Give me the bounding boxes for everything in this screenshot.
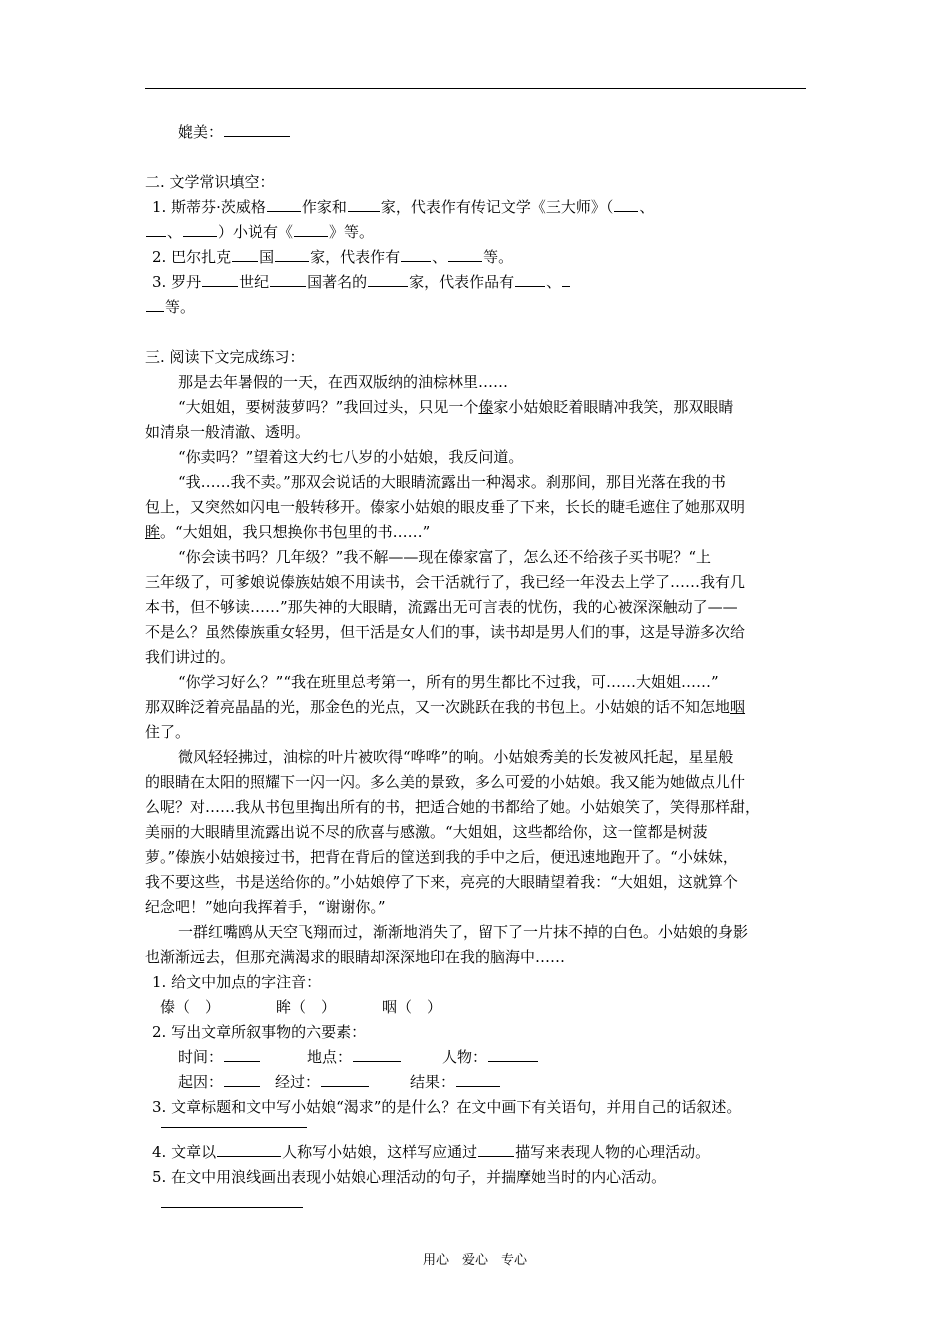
answer-blank[interactable] <box>321 1072 369 1087</box>
answer-blank[interactable] <box>224 1047 260 1062</box>
passage-line: 不是么？虽然傣族重女轻男，但干活是女人们的事，读书却是男人们的事，这是导游多次给 <box>145 623 746 641</box>
answer-blank[interactable] <box>456 1072 500 1087</box>
element-label: 地点： <box>307 1048 353 1066</box>
passage-line: 纪念吧！”她向我挥着手，“谢谢你。” <box>145 898 386 916</box>
passage-line: 的眼睛在太阳的照耀下一闪一闪。多么美的景致，多么可爱的小姑娘。我又能为她做点儿什 <box>145 773 746 791</box>
dotted-char: 眸 <box>145 523 161 541</box>
section2-heading: 二. 文学常识填空： <box>145 173 275 191</box>
answer-blank[interactable] <box>224 1072 260 1087</box>
q4-text: 人称写小姑娘，这样写应通过 <box>282 1143 478 1161</box>
q3-text: 家，代表作品有 <box>409 273 515 291</box>
page-footer: 用心 爱心 专心 <box>422 1253 527 1268</box>
passage-text: 家小姑娘眨着眼睛冲我笑，那双眼睛 <box>493 398 734 416</box>
question-3-answer <box>160 1113 308 1133</box>
passage-line: 么呢？对……我从书包里掏出所有的书，把适合她的书都给了她。小姑娘笑了，笑得那样甜， <box>145 798 761 816</box>
q1-text: 家，代表作有传记文学《三大师》（ <box>380 198 614 216</box>
answer-blank[interactable] <box>614 197 638 212</box>
passage-line: “你卖吗？”望着这大约七八岁的小姑娘，我反问道。 <box>178 448 524 466</box>
passage-line: 包上，又突然如闪电一般转移开。傣家小姑娘的眼皮垂了下来，长长的睫毛遮住了她那双明 <box>145 498 746 516</box>
section3-heading: 三. 阅读下文完成练习： <box>145 348 305 366</box>
passage-text: 那双眸泛着亮晶晶的光，那金色的光点，又一次跳跃在我的书包上。小姑娘的话不知怎地 <box>145 698 731 716</box>
q2-text: 家，代表作有 <box>310 248 401 266</box>
q2-text: 国 <box>259 248 275 266</box>
answer-blank[interactable] <box>515 272 545 287</box>
answer-blank[interactable] <box>267 197 301 212</box>
answer-blank[interactable] <box>217 1142 281 1157</box>
q4-text: 描写来表现人物的心理活动。 <box>515 1143 711 1161</box>
vocab-item <box>178 122 291 142</box>
passage-line: “我……我不卖。”那双会说话的大眼睛流露出一种渴求。刹那间，那目光落在我的书 <box>178 473 726 491</box>
answer-blank[interactable] <box>275 247 309 262</box>
question-2-row1 <box>178 1047 539 1067</box>
element-label: 人物： <box>442 1048 488 1066</box>
q3-text: 、 <box>546 273 562 291</box>
passage-line: 住了。 <box>145 723 191 741</box>
dotted-char: 咽 <box>730 698 746 716</box>
section2-q3 <box>152 272 571 292</box>
q1-text: 、 <box>167 223 183 241</box>
q2-text: 2. 巴尔扎克 <box>152 248 232 266</box>
answer-blank[interactable] <box>161 1113 307 1128</box>
answer-blank[interactable] <box>448 247 482 262</box>
passage-line: 我不要这些，书是送给你的。”小姑娘停了下来，亮亮的大眼睛望着我：“大姐姐，这就算个 <box>145 873 738 891</box>
passage-text: 。“大姐姐，我只想换你书包里的书……” <box>160 523 431 541</box>
answer-blank[interactable] <box>488 1047 538 1062</box>
q3-text: 国著名的 <box>307 273 368 291</box>
answer-blank[interactable] <box>562 272 570 287</box>
q3-text: 世纪 <box>239 273 270 291</box>
passage-line: 也渐渐远去，但那充满渴求的眼睛却深深地印在我的脑海中…… <box>145 948 566 966</box>
question-3: 3. 文章标题和文中写小姑娘“渴求”的是什么？在文中画下有关语句，并用自己的话叙述。 <box>152 1098 742 1116</box>
q2-text: 、 <box>432 248 448 266</box>
passage-line: 本书，但不够读……”那失神的大眼睛，流露出无可言表的忧伤，我的心被深深触动了—— <box>145 598 738 616</box>
q1-text: 1. 斯蒂芬·茨威格 <box>152 198 266 216</box>
passage-line <box>145 522 430 542</box>
question-2: 2. 写出文章所叙事物的六要素： <box>152 1023 367 1041</box>
answer-blank[interactable] <box>232 247 258 262</box>
pinyin-blank[interactable]: 傣（ ） <box>160 998 221 1016</box>
pinyin-blank[interactable]: 咽（ ） <box>382 998 443 1016</box>
section2-q1 <box>152 197 654 217</box>
answer-blank[interactable] <box>294 222 328 237</box>
passage-line: 三年级了，可爹娘说傣族姑娘不用读书，会干活就行了，我已经一年没去上学了……我有几 <box>145 573 746 591</box>
question-5-answer <box>160 1193 304 1213</box>
passage-line: “你学习好么？”“我在班里总考第一，所有的男生都比不过我，可……大姐姐……” <box>178 673 719 691</box>
answer-blank[interactable] <box>478 1142 514 1157</box>
passage-line: 一群红嘴鸥从天空飞翔而过，渐渐地消失了，留下了一片抹不掉的白色。小姑娘的身影 <box>178 923 749 941</box>
answer-blank[interactable] <box>368 272 408 287</box>
vocab-label: 媲美： <box>178 123 224 141</box>
passage-line: 美丽的大眼睛里流露出说不尽的欣喜与感激。“大姐姐，这些都给你，这一筐都是树菠 <box>145 823 708 841</box>
answer-blank[interactable] <box>146 222 166 237</box>
answer-blank[interactable] <box>146 297 164 312</box>
answer-blank[interactable] <box>183 222 217 237</box>
q1-text: 作家和 <box>301 198 347 216</box>
passage-text: “大姐姐，要树菠萝吗？”我回过头，只见一个 <box>178 398 479 416</box>
section2-q2 <box>152 247 513 267</box>
element-label: 时间： <box>178 1048 224 1066</box>
question-5: 5. 在文中用浪线画出表现小姑娘心理活动的句子，并揣摩她当时的内心活动。 <box>152 1168 667 1186</box>
question-1-chars <box>160 997 442 1017</box>
passage-line: 如清泉一般清澈、透明。 <box>145 423 311 441</box>
passage-line: 萝。”傣族小姑娘接过书，把背在背后的筐送到我的手中之后，便迅速地跑开了。“小妹妹， <box>145 848 738 866</box>
q3-text: 等。 <box>165 298 196 316</box>
answer-blank[interactable] <box>353 1047 401 1062</box>
q4-text: 4. 文章以 <box>152 1143 217 1161</box>
passage-line: 微风轻轻拂过，油棕的叶片被吹得“哗哗”的响。小姑娘秀美的长发被风托起，星星般 <box>178 748 734 766</box>
q2-text: 等。 <box>483 248 514 266</box>
passage-line: 我们讲过的。 <box>145 648 236 666</box>
q3-text: 3. 罗丹 <box>152 273 202 291</box>
passage-line: 那是去年暑假的一天，在西双版纳的油棕林里…… <box>178 373 509 391</box>
header-rule <box>145 88 806 89</box>
element-label: 结果： <box>410 1073 456 1091</box>
q1-text: 》等。 <box>329 223 375 241</box>
answer-blank[interactable] <box>202 272 238 287</box>
passage-line <box>178 397 733 417</box>
answer-blank[interactable] <box>224 122 290 137</box>
answer-blank[interactable] <box>270 272 306 287</box>
q1-text: 、 <box>639 198 655 216</box>
dotted-char: 傣 <box>478 398 494 416</box>
element-label: 经过： <box>275 1073 321 1091</box>
section2-q3-cont <box>145 297 195 317</box>
answer-blank[interactable] <box>161 1193 303 1208</box>
answer-blank[interactable] <box>348 197 380 212</box>
question-2-row2 <box>178 1072 501 1092</box>
element-label: 起因： <box>178 1073 224 1091</box>
question-4 <box>152 1142 710 1162</box>
passage-line <box>145 697 745 717</box>
passage-line: “你会读书吗？几年级？”我不解——现在傣家富了，怎么还不给孩子买书呢？“上 <box>178 548 712 566</box>
section2-q1-cont <box>145 222 374 242</box>
question-1: 1. 给文中加点的字注音： <box>152 973 322 991</box>
pinyin-blank[interactable]: 眸（ ） <box>276 998 337 1016</box>
answer-blank[interactable] <box>401 247 431 262</box>
q1-text: ）小说有《 <box>218 223 294 241</box>
